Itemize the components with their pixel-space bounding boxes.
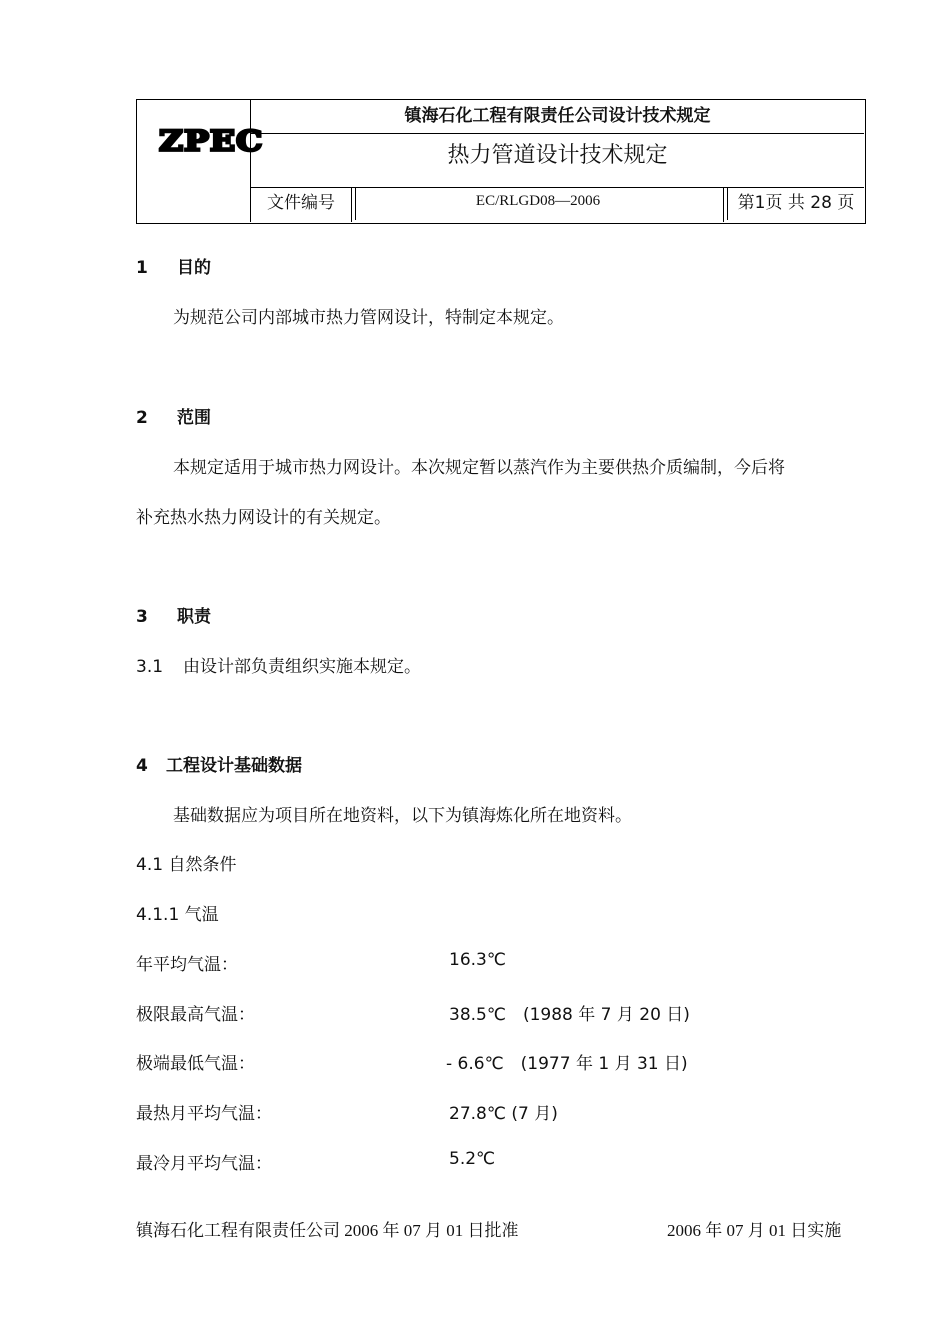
subsection-4-1-1: 4.1.1 气温 (136, 905, 219, 925)
section-number: 4 (136, 756, 148, 776)
subsection-4-1: 4.1 自然条件 (136, 855, 237, 875)
file-info-row (251, 188, 864, 222)
zpec-logo: ZPEC (159, 124, 264, 158)
temp-row-label: 最冷月平均气温： (136, 1154, 272, 1174)
temp-row-label: 极限最高气温： (136, 1005, 255, 1025)
temp-row-label: 极端最低气温： (136, 1054, 255, 1074)
section-number: 1 (136, 258, 148, 278)
temp-row-value: - 6.6℃ (1977 年 1 月 31 日) (446, 1054, 688, 1074)
temp-row-value: 5.2℃ (449, 1149, 496, 1169)
item-text: 由设计部负责组织实施本规定。 (183, 657, 421, 677)
section-4-heading (136, 751, 302, 776)
footer-effective-date: 2006 年 07 月 01 日实施 (667, 1221, 842, 1240)
temp-row-value: 16.3℃ (449, 950, 506, 970)
section-title: 目的 (177, 258, 211, 278)
section-4-intro: 基础数据应为项目所在地资料，以下为镇海炼化所在地资料。 (173, 806, 632, 826)
temp-row-value: 27.8℃ (7 月) (449, 1104, 558, 1124)
company-name: 镇海石化工程有限责任公司设计技术规定 (251, 100, 864, 134)
page-info: 第1页 共 28 页 (727, 188, 864, 220)
page-info-cell (724, 188, 864, 222)
section-2-body-line-1: 本规定适用于城市热力网设计。本次规定暂以蒸汽作为主要供热介质编制，今后将 (173, 458, 785, 478)
file-number-value: EC/RLGD08—2006 (355, 188, 720, 220)
section-title: 工程设计基础数据 (166, 756, 302, 776)
section-2-heading (136, 403, 211, 428)
section-number: 2 (136, 408, 148, 428)
footer-approval: 镇海石化工程有限责任公司 2006 年 07 月 01 日批准 (136, 1221, 519, 1240)
section-number: 3 (136, 607, 148, 627)
temp-row-label: 年平均气温： (136, 955, 238, 975)
item-number: 3.1 (136, 657, 164, 677)
file-number-label: 文件编号 (251, 188, 352, 222)
temp-row-value: 38.5℃ (1988 年 7 月 20 日) (449, 1005, 690, 1025)
document-header-table (136, 99, 866, 224)
section-1-body: 为规范公司内部城市热力管网设计，特制定本规定。 (173, 308, 564, 328)
section-3-heading (136, 602, 211, 627)
file-number-cell (352, 188, 724, 222)
section-3-item (136, 652, 421, 677)
document-title: 热力管道设计技术规定 (251, 134, 864, 188)
section-title: 范围 (177, 408, 211, 428)
logo-cell (137, 100, 264, 222)
section-title: 职责 (177, 607, 211, 627)
temp-row-label: 最热月平均气温： (136, 1104, 272, 1124)
section-1-heading (136, 253, 211, 278)
section-2-body-line-2: 补充热水热力网设计的有关规定。 (136, 508, 391, 528)
